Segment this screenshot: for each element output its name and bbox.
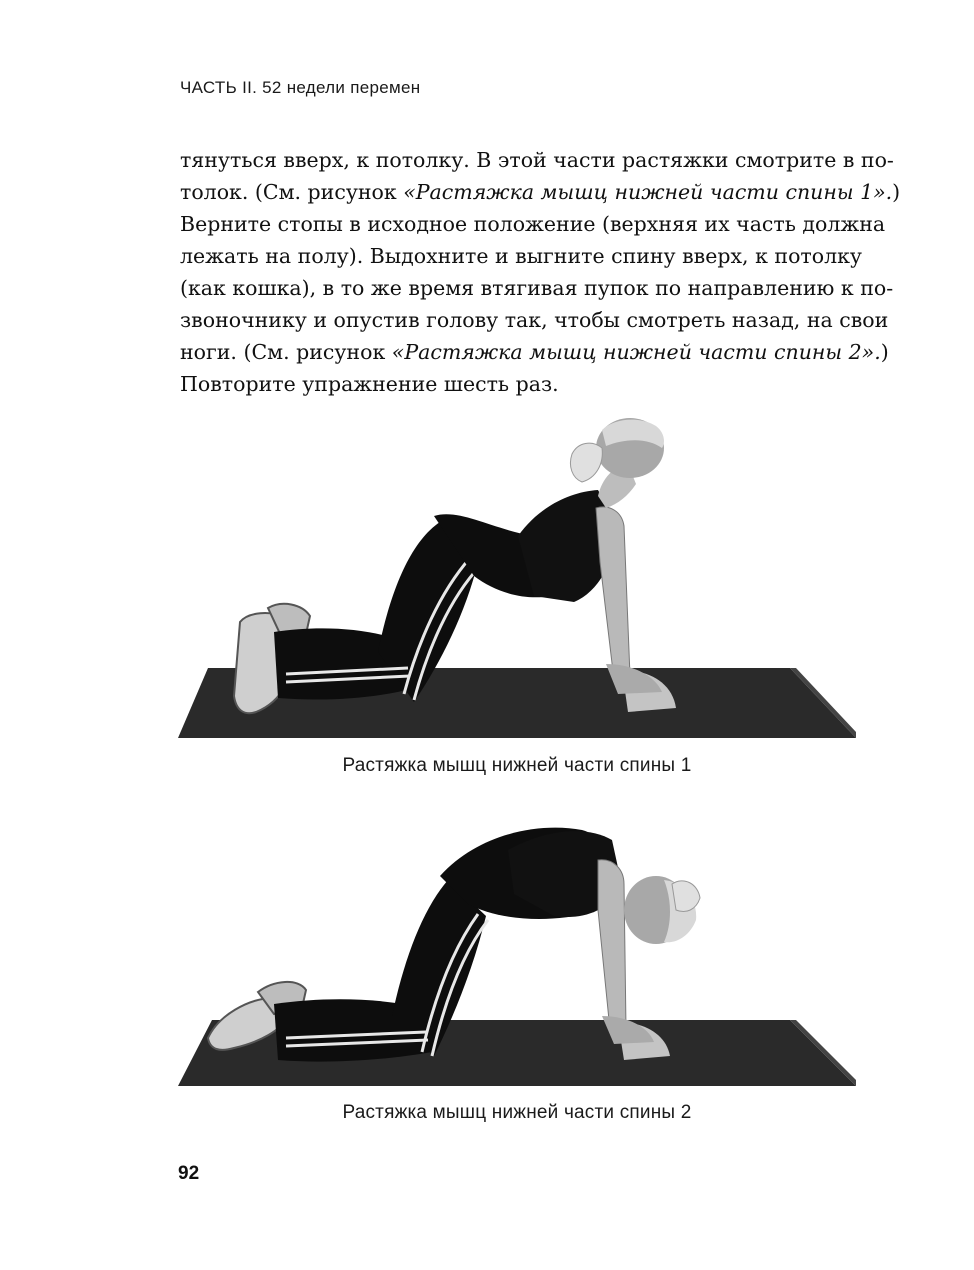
figure-1-illustration	[178, 412, 856, 744]
page-number: 92	[178, 1163, 200, 1184]
text-line-7-pre: ноги. (См. рисунок	[180, 340, 392, 364]
text-line-2-pre: толок. (См. рисунок	[180, 180, 404, 204]
figure-1-reference: «Растяжка мышц нижней части спины 1».	[403, 180, 893, 204]
figure-1-caption: Растяжка мышц нижней части спины 1	[342, 755, 692, 776]
text-line-3: Верните стопы в исходное положение (верхняя их часть должна	[180, 212, 886, 236]
text-line-6: звоночнику и опустив голову так, чтобы смотреть назад, на свои	[180, 308, 889, 332]
figure-1-photo	[178, 412, 856, 744]
text-line-4: лежать на полу). Выдохните и выгните спину вверх, к потолку	[180, 244, 862, 268]
text-line-7-post: )	[880, 340, 889, 364]
text-line-7	[180, 336, 889, 368]
text-line-5: (как кошка), в то же время втягивая пупок по направлению к по-	[180, 276, 894, 300]
figure-2-caption: Растяжка мышц нижней части спины 2	[342, 1102, 692, 1123]
text-line-8: Повторите упражнение шесть раз.	[180, 372, 559, 396]
text-line-2-post: )	[892, 180, 901, 204]
figure-2-photo	[178, 820, 856, 1088]
figure-2-reference: «Растяжка мышц нижней части спины 2».	[391, 340, 881, 364]
text-line-1: тянуться вверх, к потолку. В этой части растяжки смотрите в по-	[180, 148, 894, 172]
body-paragraph	[180, 144, 901, 400]
text-line-2	[180, 176, 901, 208]
figure-2-illustration	[178, 820, 856, 1088]
running-head: ЧАСТЬ II. 52 недели перемен	[180, 78, 421, 97]
